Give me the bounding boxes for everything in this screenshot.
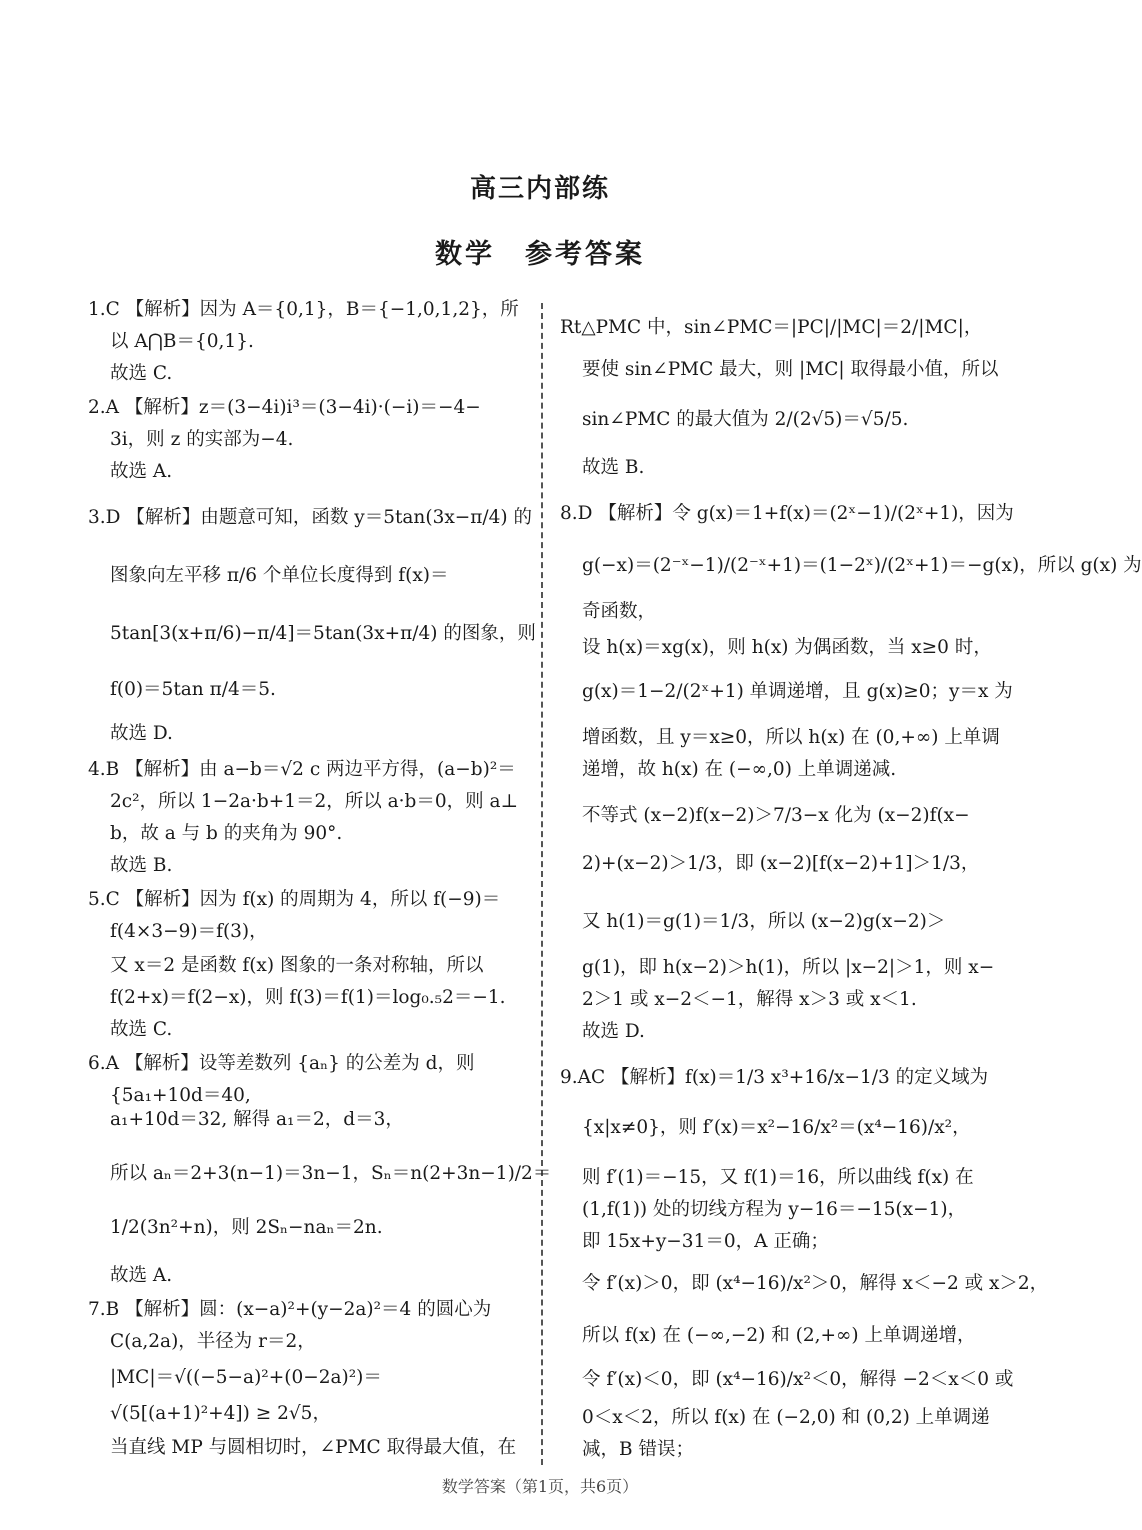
right-column-line: sin∠PMC 的最大值为 2/(2√5)＝√5/5. — [582, 409, 909, 430]
left-column-line: 2.A 【解析】z＝(3−4i)i³＝(3−4i)·(−i)＝−4− — [88, 397, 481, 418]
right-column-line: 2)+(x−2)＞1/3，即 (x−2)[f(x−2)+1]＞1/3， — [582, 853, 980, 874]
right-column-line: 设 h(x)＝xg(x)，则 h(x) 为偶函数，当 x≥0 时， — [582, 637, 992, 658]
left-column-line: f(4×3−9)＝f(3)， — [110, 921, 268, 942]
right-column-line: 增函数，且 y＝x≥0，所以 h(x) 在 (0,+∞) 上单调 — [582, 727, 1000, 748]
left-column-line: 1/2(3n²+n)，则 2Sₙ−naₙ＝2n. — [110, 1217, 383, 1238]
left-column-line: 6.A 【解析】设等差数列 {aₙ} 的公差为 d，则 — [88, 1053, 475, 1074]
right-column-line: 又 h(1)＝g(1)＝1/3，所以 (x−2)g(x−2)＞ — [582, 911, 946, 932]
right-column-line: 2＞1 或 x−2＜−1，解得 x＞3 或 x＜1. — [582, 989, 917, 1010]
left-column-line: 5tan[3(x+π/6)−π/4]＝5tan(3x+π/4) 的图象，则 — [110, 623, 536, 644]
page-subtitle: 数学 参考答案 — [435, 239, 645, 270]
left-column-line: 1.C 【解析】因为 A＝{0,1}，B＝{−1,0,1,2}，所 — [88, 299, 519, 320]
left-column-line: a₁+10d＝32, 解得 a₁＝2，d＝3， — [110, 1109, 404, 1130]
right-column-line: 不等式 (x−2)f(x−2)＞7/3−x 化为 (x−2)f(x− — [582, 805, 970, 826]
right-column-line: 则 f′(1)＝−15，又 f(1)＝16，所以曲线 f(x) 在 — [582, 1167, 974, 1188]
left-column-line: 4.B 【解析】由 a−b＝√2 c 两边平方得，(a−b)²＝ — [88, 759, 516, 780]
right-column-line: g(x)＝1−2/(2ˣ+1) 单调递增，且 g(x)≥0；y＝x 为 — [582, 681, 1013, 702]
left-column-line: 故选 C. — [110, 363, 173, 384]
left-column-line: {5a₁+10d＝40, — [110, 1085, 251, 1106]
left-column-line: |MC|＝√((−5−a)²+(0−2a)²)＝ — [110, 1367, 382, 1388]
right-column-line: 故选 D. — [582, 1021, 645, 1042]
page-title: 高三内部练 — [469, 174, 610, 204]
right-column-line: {x|x≠0}，则 f′(x)＝x²−16/x²＝(x⁴−16)/x²， — [582, 1117, 971, 1138]
left-column-line: b，故 a 与 b 的夹角为 90°. — [110, 823, 343, 844]
right-column-line: 令 f′(x)＜0，即 (x⁴−16)/x²＜0，解得 −2＜x＜0 或 — [582, 1369, 1014, 1390]
left-column-line: 故选 A. — [110, 461, 173, 482]
left-column-line: √(5[(a+1)²+4]) ≥ 2√5， — [110, 1403, 331, 1424]
right-column-line: 8.D 【解析】令 g(x)＝1+f(x)＝(2ˣ−1)/(2ˣ+1)，因为 — [560, 503, 1014, 524]
left-column-line: 故选 B. — [110, 855, 173, 876]
right-column-line: g(−x)＝(2⁻ˣ−1)/(2⁻ˣ+1)＝(1−2ˣ)/(2ˣ+1)＝−g(x)，所以 g(x) 为 — [582, 555, 1142, 576]
left-column-line: f(2+x)＝f(2−x)，则 f(3)＝f(1)＝log₀.₅2＝−1. — [110, 987, 506, 1008]
right-column-line: 所以 f(x) 在 (−∞,−2) 和 (2,+∞) 上单调递增， — [582, 1325, 976, 1346]
left-column-line: 当直线 MP 与圆相切时，∠PMC 取得最大值，在 — [110, 1437, 517, 1458]
right-column-line: Rt△PMC 中，sin∠PMC＝|PC|/|MC|＝2/|MC|， — [560, 317, 983, 338]
right-column-line: 9.AC 【解析】f(x)＝1/3 x³+16/x−1/3 的定义域为 — [560, 1067, 989, 1088]
right-column-line: 0＜x＜2，所以 f(x) 在 (−2,0) 和 (0,2) 上单调递 — [582, 1407, 990, 1428]
left-column-line: 3i，则 z 的实部为−4. — [110, 429, 294, 450]
left-column-line: 5.C 【解析】因为 f(x) 的周期为 4，所以 f(−9)＝ — [88, 889, 501, 910]
left-column-line: 以 A⋂B＝{0,1}. — [110, 331, 254, 352]
left-column-line: 图象向左平移 π/6 个单位长度得到 f(x)＝ — [110, 565, 449, 586]
right-column-line: g(1)，即 h(x−2)＞h(1)，所以 |x−2|＞1，则 x− — [582, 957, 995, 978]
left-column-line: C(a,2a)，半径为 r＝2， — [110, 1331, 316, 1352]
page-footer: 数学答案（第1页，共6页） — [441, 1477, 639, 1496]
right-column-line: (1,f(1)) 处的切线方程为 y−16＝−15(x−1)， — [582, 1199, 967, 1220]
right-column-line: 故选 B. — [582, 457, 645, 478]
left-column-line: 所以 aₙ＝2+3(n−1)＝3n−1，Sₙ＝n(2+3n−1)/2＝ — [110, 1163, 552, 1184]
left-column-line: 7.B 【解析】圆：(x−a)²+(y−2a)²＝4 的圆心为 — [88, 1299, 492, 1320]
left-column-line: 又 x＝2 是函数 f(x) 图象的一条对称轴，所以 — [110, 955, 484, 976]
right-column-line: 即 15x+y−31＝0，A 正确； — [582, 1231, 829, 1252]
right-column-line: 递增，故 h(x) 在 (−∞,0) 上单调递减. — [582, 759, 897, 780]
column-divider — [541, 303, 543, 1465]
right-column-line: 要使 sin∠PMC 最大，则 |MC| 取得最小值，所以 — [582, 359, 999, 380]
right-column-line: 令 f′(x)＞0，即 (x⁴−16)/x²＞0，解得 x＜−2 或 x＞2， — [582, 1273, 1049, 1294]
left-column-line: 故选 A. — [110, 1265, 173, 1286]
left-column-line: 故选 D. — [110, 723, 173, 744]
left-column-line: 故选 C. — [110, 1019, 173, 1040]
right-column-line: 减，B 错误； — [582, 1439, 694, 1460]
left-column-line: 3.D 【解析】由题意可知，函数 y＝5tan(3x−π/4) 的 — [88, 507, 533, 528]
left-column-line: 2c²，所以 1−2a·b+1＝2，所以 a·b＝0，则 a⊥ — [110, 791, 518, 812]
left-column-line: f(0)＝5tan π/4＝5. — [110, 679, 276, 700]
right-column-line: 奇函数， — [582, 601, 657, 622]
